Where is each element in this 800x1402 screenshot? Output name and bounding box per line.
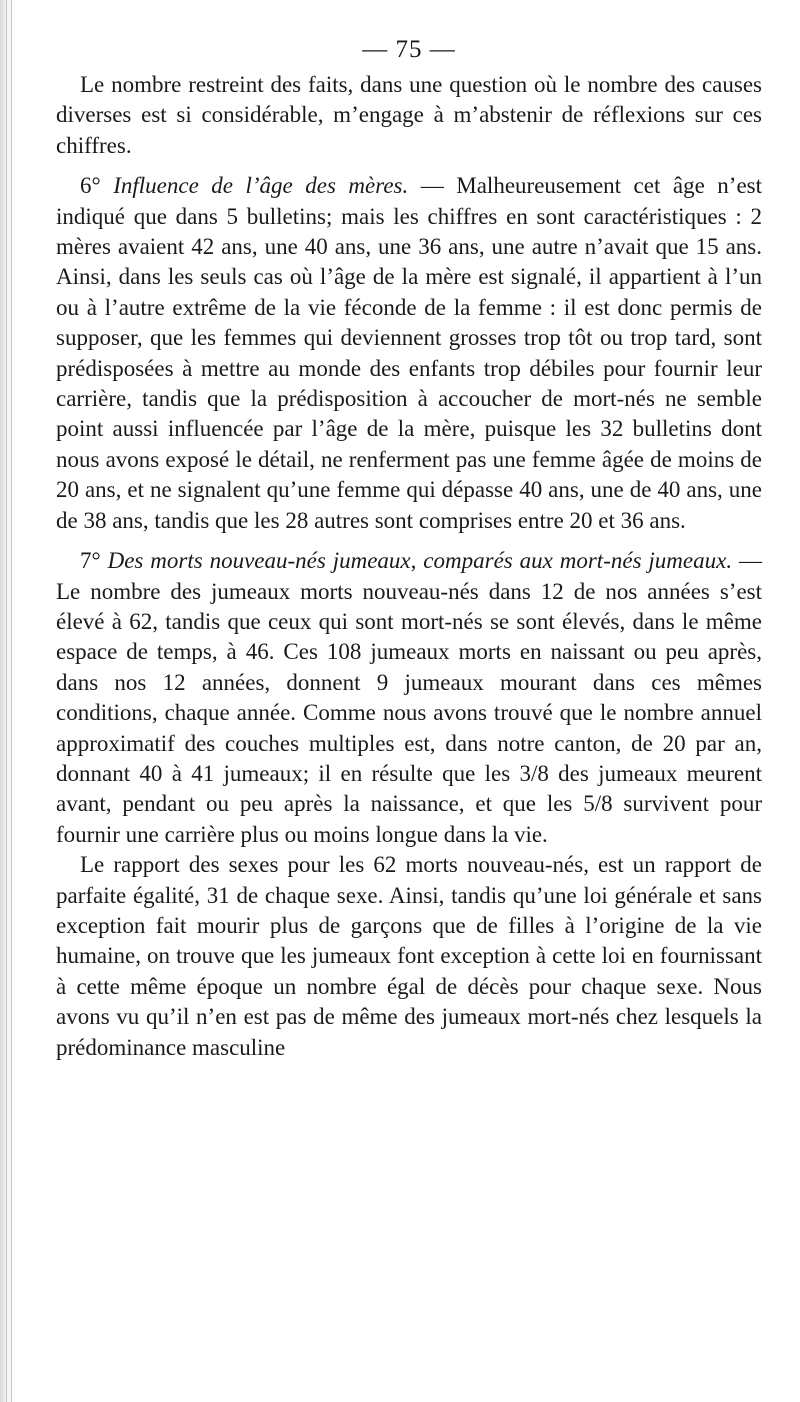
section-number: 7° — [80, 548, 108, 574]
paragraph-text: — Le nombre des jumeaux morts nouveau-nés dans 12 de nos années s’est élevé à 62, tandis que ceux qui sont mort-nés se sont élevés, dans le même espace de temps, à 46. Ces 108 jumeaux morts en naissant ou peu après, dans nos 12 années, donnent 9 jumeaux mourant dans ces mêmes conditions, chaque année. Comme nous avons trouvé que le nombre annuel approximatif des couches multiples est, dans notre canton, de 20 par an, donnant 40 à 41 jumeaux; il en résulte que les 3/8 des jumeaux meurent avant, pendant ou peu après la naissance, et que les 5/8 survivent pour fournir une carrière plus ou moins longue dans la vie. — [56, 548, 762, 847]
paragraph-text: Le nombre restreint des faits, dans une question où le nombre des causes diverses est si considérable, m’engage à m’abstenir de réflexions sur ces chiffres. — [56, 72, 762, 158]
binding-line — [11, 0, 12, 1402]
page-binding-shadow — [0, 0, 16, 1402]
section-number: 6° — [80, 173, 114, 199]
section-title: Des morts nouveau-nés jumeaux, comparés aux mort-nés jumeaux. — [107, 548, 733, 574]
paragraph-text: — Malheureusement cet âge n’est indiqué que dans 5 bulletins; mais les chiffres en sont caractéristiques : 2 mères avaient 42 ans, une 40 ans, une 36 ans, une autre n’avait que 15 ans. Ainsi, dans les seuls cas où l’âge de la mère est signalé, il appartient à l’un ou à l’autre extrême de la vie féconde de la femme : il est donc permis de supposer, que les femmes qui deviennent grosses trop tôt ou trop tard, sont prédisposées à mettre au monde des enfants trop débiles pour fournir leur carrière, tandis que la prédisposition à accoucher de mort-nés ne semble point aussi influencée par l’âge de la mère, puisque les 32 bulletins dont nous avons exposé le détail, ne renferment pas une femme âgée de moins de 20 ans, et ne signalent qu’une femme qui dépasse 40 ans, une de 40 ans, une de 38 ans, tandis que les 28 autres sont comprises entre 20 et 36 ans. — [56, 173, 763, 533]
paragraph-text: Le rapport des sexes pour les 62 morts nouveau-nés, est un rapport de parfaite égalité, 31 de chaque sexe. Ainsi, tandis qu’une loi générale et sans exception fait mourir plus de garçons que de filles à l’origine de la vie humaine, on trouve que les jumeaux font exception à cette loi en fournissant à cette même époque un nombre égal de décès pour chaque sexe. Nous avons vu qu’il n’en est pas de même des jumeaux mort-nés chez lesquels la prédominance masculine — [56, 852, 762, 1060]
paragraph-sex-ratio — [56, 850, 762, 1063]
binding-line — [6, 0, 7, 1402]
paragraph-section-6 — [56, 171, 762, 536]
document-page — [56, 30, 762, 1063]
section-title: Influence de l’âge des mères. — [113, 173, 409, 199]
paragraph-intro — [56, 70, 762, 161]
page-number: — 75 — — [362, 36, 456, 63]
paragraph-section-7 — [56, 546, 762, 850]
